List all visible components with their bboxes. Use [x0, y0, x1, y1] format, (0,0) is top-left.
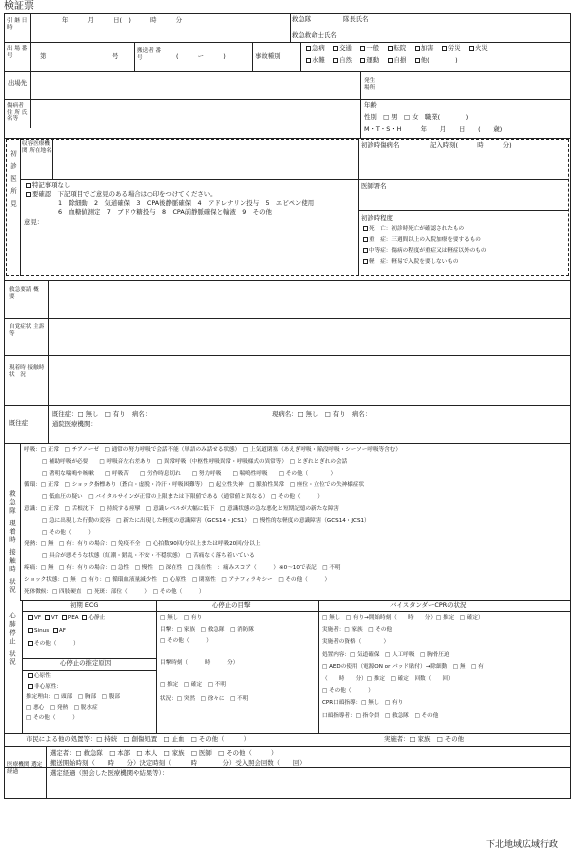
accident-type-option[interactable]: 自損 [386, 56, 413, 64]
accident-type-option[interactable]: 一般 [358, 44, 385, 52]
summary-label: 救急要請 概 要 [9, 287, 45, 300]
accident-type-row [304, 57, 569, 69]
ecg-row [26, 615, 154, 628]
bystander-line[interactable]: 処置内容：□ 気道確保 □ 人工呼吸 □ 胸骨圧迫 [322, 651, 450, 658]
observation-line[interactable]: 死体徴候：□ 四肢硬直 □ 死斑：部位（ ） □ その他（ ） [24, 588, 205, 595]
team-label: 救急隊 [292, 15, 312, 23]
bystander-line[interactable]: 実施者の資格（ ） [322, 639, 390, 646]
severity-option[interactable]: 死 亡：初診時死亡が確認されたもの [361, 226, 486, 237]
cause-option[interactable]: 非心原性： [26, 684, 120, 695]
cause-option[interactable]: □ 悪心 □ 発熱 □ 脱水症 [26, 704, 98, 711]
observation-line[interactable]: 疼痛：□ 無 □ 有：有りの場合：□ 急性 □ 慢性 □ 深在性 □ 浅在性 ：痛みスコア（ ）※0～10で表記 □ 不明 [24, 564, 341, 571]
observation-side-label: 救急隊 現着時 接触時 状況 [8, 490, 16, 595]
ecg-option[interactable]: Sinus [26, 628, 51, 634]
witness-line[interactable]: □ 推定 □ 確定 □ 不明 [160, 682, 226, 688]
age-label: 年齢 [364, 101, 377, 109]
accident-type-option[interactable]: 自然 [331, 56, 358, 64]
bystander-line[interactable]: CPR口頭指導：□ 無し □ 有り [322, 700, 404, 707]
observation-lines[interactable] [24, 447, 569, 600]
observation-line[interactable]: □ 低血圧の疑い □ バイタルサインが正常の上限または下限値である（通常値と異なる） □ その他（ ） [42, 494, 323, 501]
clinic-label: 通院医療機関： [52, 420, 97, 428]
bystander-title: バイスタンダーCPRの状況 [390, 601, 467, 609]
cpa-side-label: 心肺停止 状況 [8, 612, 16, 667]
handover-label: 引 継 日 時 [7, 18, 28, 31]
observation-line[interactable]: □ 急に出現した行動の変容 □ 新たに出現した軽度の意識障害（GCS14・JCS1） □ 慢性的な軽度の意識障害（GCS14・JCS1） [42, 517, 370, 524]
accident-type-option[interactable]: 労災 [440, 44, 467, 52]
accident-type-option[interactable]: 水難 [304, 56, 331, 64]
cause-options[interactable] [26, 673, 120, 726]
citizen-actions[interactable]: 市民による他の処置等：□ 持続 □ 創傷処置 □ 止血 □ その他（ ） [26, 735, 250, 743]
complaint-label: 自覚症状 主訴等 [9, 324, 45, 337]
opinion-label: 意見： [24, 218, 44, 226]
severity-option[interactable]: 中等症：傷病の程度が重症又は軽症以外のもの [361, 248, 486, 259]
observation-line[interactable]: 循環：□ 正常 □ ショック指標あり（蒼白・虚脱・冷汗・呼吸困難等） □ 起立性失神 □ 脈拍性異常 □ 座位・立位での失神様症状 [24, 482, 365, 489]
witness-line[interactable]: 状況：□ 突然 □ 徐々に □ 不明 [160, 696, 249, 702]
confirm-required[interactable]: 要確認 下記項目でご意見のある場合は○印をつけてください。 [24, 191, 217, 199]
ecg-option[interactable]: VF [26, 615, 43, 621]
observation-line[interactable]: 呼吸：□ 正常 □ チアノーゼ □ 通常の努力呼吸で会話不能（単語のみ話せる状態） □ 上気道閉塞（あえぎ呼吸・陥没呼吸・シーソー呼吸等含む） [24, 447, 401, 453]
witness-line[interactable]: 目撃時刻（ 時 分） [160, 660, 239, 666]
accident-type-option[interactable]: 他( ) [413, 56, 464, 64]
occurrence-place-label: 発生 場所 [364, 78, 376, 91]
dispatch-suffix: 号 [112, 52, 119, 60]
item-list-2: 6 血糖値測定 7 ブドウ糖投与 8 CPA前静脈確保と輸液 9 その他 [58, 208, 272, 216]
witness-title: 心停止の目撃 [212, 601, 251, 609]
observation-line[interactable]: □ 著明な喘鳴や咳嗽 □ 呼吸苦 □ 労作時息切れ □ 努力呼吸 □ 喘鳴性呼吸 □ その他（ ） [42, 470, 337, 477]
footer-org: 下北地域広域行政 [486, 840, 559, 850]
ecg-option[interactable]: PEA [60, 615, 81, 621]
cause-option[interactable]: □ その他（ ） [26, 715, 78, 721]
accident-type-label: 事故種別 [255, 52, 281, 60]
observation-line[interactable]: ショック状態：□ 無 □ 有り：□ 循環血液量減少性 □ 心原性 □ 閉塞性 □ アナフィラキシー □ その他（ ） [24, 576, 331, 583]
severity-option[interactable]: 軽 症：軽易で入院を要しないもの [361, 259, 486, 270]
accident-type-option[interactable]: 運動 [358, 56, 385, 64]
handover-datetime[interactable]: 年 月 日( ) 時 分 [62, 16, 183, 24]
witness-line[interactable]: □ その他（ ） [160, 638, 212, 644]
bystander-options[interactable] [322, 615, 484, 725]
ecg-title: 初期 ECG [70, 601, 99, 609]
severity-option[interactable]: 重 症：三週間以上の入院加療を要するもの [361, 237, 486, 248]
accident-type-option[interactable]: 加害 [413, 44, 440, 52]
severity-title: 初診時程度 [361, 214, 393, 222]
observation-line[interactable]: □ 具合が悪そうな状態（紅潮・錯乱・不安・不穏状態） □ 苦痛なく落ち着いている [42, 553, 255, 560]
current-disease[interactable]: 現病名：□ 無し □ 有り 病名： [272, 410, 372, 418]
transport-times[interactable]: 搬送開始時刻（ 時 分）決定時刻（ 時 分）受入照会回数（ 回） [50, 759, 306, 767]
accident-type-option[interactable]: 交通 [331, 44, 358, 52]
technician-label: 救急救命士氏名 [292, 31, 337, 39]
citizen-performer[interactable]: 実施者：□ 家族 □ その他 [384, 735, 465, 743]
sex-occupation[interactable]: 性別 □ 男 □ 女 職業( ) [364, 113, 469, 121]
accident-type-option[interactable]: 火災 [467, 44, 494, 52]
diagnosis-side-label: 初 診 医 所 見 [9, 150, 17, 209]
ecg-option[interactable]: その他（ ） [26, 641, 79, 647]
selection-label: 医療機関 選定経過 [7, 762, 43, 775]
bystander-line[interactable]: 口頭指導者：□ 指令員 □ 救急隊 □ その他 [322, 712, 439, 719]
ecg-option[interactable]: 心静止 [80, 615, 105, 621]
initial-diagnosis-label: 初診時傷病名 [361, 141, 400, 149]
witness-options[interactable] [160, 615, 254, 708]
observation-line[interactable]: □ その他（ ） [42, 529, 94, 536]
special-none[interactable]: 特記事項なし [24, 182, 70, 190]
selector-options[interactable]: 選定者：□ 救急隊 □ 本部 □ 本人 □ 家族 □ 医師 □ その他（ ） [50, 749, 278, 757]
witness-line[interactable]: 目撃：□ 家族 □ 救急隊 □ 消防隊 [160, 627, 254, 633]
observation-line[interactable]: 意識：□ 正常 □ 舌根沈下 □ 持続する痙攣 □ 意識レベルが大幅に低下 □ 意識状態の急な悪化と短期記憶の新たな障害 [24, 505, 340, 512]
page-title: 検証票 [4, 1, 34, 12]
captain-label: 隊長氏名 [343, 15, 369, 23]
dispatch-number-label: 出 場 番 号 [7, 46, 28, 59]
accident-type-option[interactable]: 転院 [386, 44, 413, 52]
dispatch-prefix: 第 [40, 52, 47, 60]
bystander-line[interactable]: □ 無し □ 有り→開始時刻（ 時 分）□ 推定 □ 確定） [322, 615, 484, 621]
witness-line[interactable]: □ 無し □ 有り [160, 615, 203, 621]
hospital-label: 収容医療機関 所在地名 [22, 141, 52, 154]
ecg-row [26, 641, 154, 654]
transport-number[interactable]: ( ー ) [176, 52, 226, 60]
patient-label: 傷病者 住 所 氏名等 [7, 103, 28, 123]
scene-label: 現着時 接触時 状 況 [9, 365, 45, 378]
bystander-line[interactable]: 実施者：□ 家族 □ その他 [322, 627, 393, 634]
cause-title: 心停止の推定原因 [60, 659, 112, 667]
ecg-option[interactable]: VT [43, 615, 60, 621]
item-list-1: 1 除細動 2 気道確保 3 CPA後静脈確保 4 アドレナリン投与 5 エピペン使用 [58, 199, 315, 207]
record-time[interactable]: 記入時刻( 時 分) [430, 141, 512, 149]
ecg-options[interactable] [26, 615, 154, 654]
observation-line[interactable]: 発熱：□ 無 □ 有：有りの場合：□ 免疫不全 □ 心拍数90回/分以上または呼吸20回/分以上 [24, 541, 261, 548]
doctor-signature-label: 医師署名 [361, 182, 387, 190]
cause-option[interactable]: 推定理由：□ 頭部 □ 胸部 □ 腹部 [26, 694, 120, 700]
severity-options[interactable] [361, 226, 486, 270]
cause-option[interactable]: 心原性 [26, 673, 120, 684]
transport-number-label: 搬送者 番 号 [137, 48, 167, 61]
history-label: 既往症 [9, 419, 29, 427]
birthdate[interactable]: M・T・S・H 年 月 日 ( 歳) [364, 125, 503, 133]
bystander-line[interactable]: □ AEDの使用（電源ON or パッド貼付）→除細動 □ 無 □ 有 [322, 663, 484, 670]
destination-label: 出場先 [8, 79, 28, 87]
observation-line[interactable]: □ 補助呼吸が必要 □ 呼吸音左右差あり □ 異常呼吸（中枢性呼吸異常・呼吸様式の異常等） □ とぎれとぎれの会話 [42, 458, 348, 465]
ecg-option[interactable]: AF [51, 628, 66, 634]
history-disease[interactable]: 既往症：□ 無し □ 有り 病名： [52, 410, 152, 418]
ecg-row [26, 628, 154, 641]
selection-progress-label: 選定経過（照会した医療機関や結果等）： [50, 769, 169, 777]
accident-type-option[interactable]: 急病 [304, 44, 331, 52]
accident-type-options[interactable] [304, 45, 569, 69]
bystander-line[interactable]: （ 時 分）□ 推定 □ 確定 回数（ 回） [322, 675, 454, 682]
bystander-line[interactable]: □ その他（ ） [322, 688, 374, 695]
